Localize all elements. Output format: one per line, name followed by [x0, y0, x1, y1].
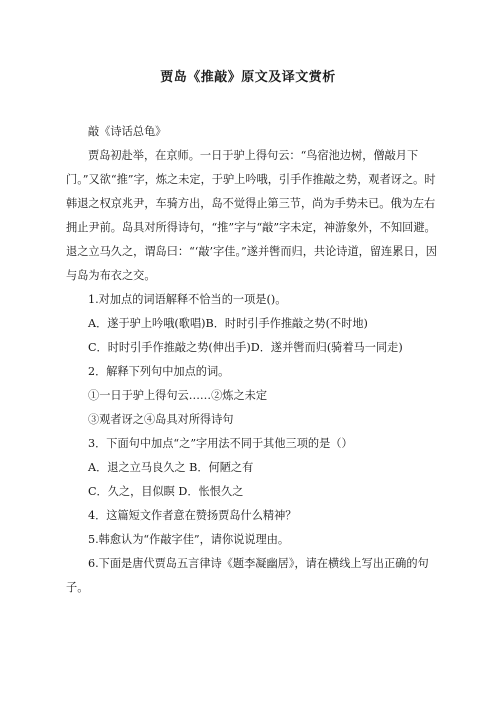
question-line: 5.韩愈认为“作敲字佳”，请你说说理由。 [88, 533, 290, 546]
question-line: 3．下面句中加点“之”字用法不同于其他三项的是（） [88, 437, 353, 450]
source-line: 敲《诗话总龟》 [88, 125, 167, 138]
question-line: 6.下面是唐代贾岛五言律诗《题李凝幽居》，请在横线上写出正确的句子。 [66, 557, 429, 594]
question-item-line: ①一日于驴上得句云……②炼之未定 [88, 389, 268, 402]
question-option-line: A．遂于驴上吟哦(歌唱)B．时时引手作推敲之势(不时地) [88, 317, 368, 330]
question-option-line: C．时时引手作推敲之势(伸出手)D．遂并辔而归(骑着马一同走) [88, 341, 403, 354]
passage-paragraph: 贾岛初赴举，在京师。一日于驴上得句云：“鸟宿池边树，僧敲月下门。”又欲“推”字，炼之未定，于驴上吟哦，引手作推敲之势，观者讶之。时韩退之权京兆尹，车骑方出，岛不觉得止第三节，尚为手势未已。俄为左右拥止尹前。岛具对所得诗句，“推”字与“敲”字未定，神游象外，不知回避。退之立马久之，谓岛曰：“‘敲’字佳。”遂并辔而归，共论诗道，留连累日，因与岛为布衣之交。 [66, 149, 437, 282]
question-line: 1.对加点的词语解释不恰当的一项是()。 [88, 293, 287, 306]
question-option-line: C．久之，目似瞑 D．怅恨久之 [88, 485, 244, 498]
question-line: 2．解释下列句中加点的词。 [88, 365, 230, 378]
document-title: 贾岛《推敲》原文及译文赏析 [160, 70, 336, 85]
question-item-line: ③观者讶之④岛具对所得诗句 [88, 413, 234, 426]
question-option-line: A．退之立马良久之 B．何陋之有 [88, 461, 254, 474]
question-line: 4．这篇短文作者意在赞扬贾岛什么精神？ [88, 509, 297, 522]
document-body [66, 120, 438, 600]
